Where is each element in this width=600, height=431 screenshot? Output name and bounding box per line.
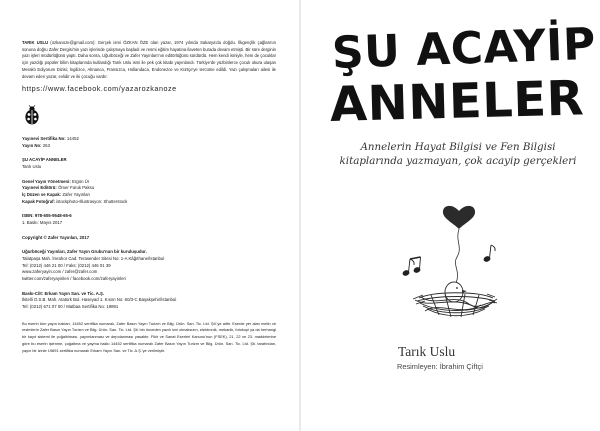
print-line: Baskı-Cilt: Erkam Yayın San. ve Tic. A.Ş.	[22, 290, 105, 296]
credit-line: Genel Yayın Yönetmeni: Ergün Ür	[22, 178, 90, 184]
publisher-line: www.zaferyayin.com / zafer@zafer.com	[22, 269, 98, 275]
illustrator-label: Resimleyen:	[397, 362, 438, 371]
illustrator-credit	[397, 362, 483, 371]
print-line: Tel: (0212) 671 07 00 / Matbaa Sertifika No: 19891	[22, 303, 119, 309]
book-title-line1: ŞU ACAYİP	[331, 18, 597, 79]
copyright-block	[22, 235, 276, 242]
publisher-line: Tel: (0212) 446 21 00 / Faks: (0212) 446 01 39	[22, 262, 111, 268]
music-note-icon	[402, 257, 420, 276]
legal-notice: Bu eserin tüm yayın hakları, 14452 sertifika numaralı, Zafer Basın Yayın Turizm ve Bilg. Ürün. San. Tic. Ltd. Şti.'ye aittir. Eserde yer alan metin ve resimlerin Zafer Basın Yayın Turizm ve Bilg. Ürün. San. Tic. Ltd. Şti.'nin önceden yazılı izni olmaksızın, elektronik, mekanik, fotokopi ya da herhangi bir kayıt sistemi ile çoğaltılması, yayımlanması ve depolanması yasaktır. Fikir ve Sanat Eserleri Kanunu'nun (FSEK), 21, 22 ve 23. maddelerine göre bu eserin işlenme, çoğaltma ve yayma hakkı 14452 sertifika numaralı Zafer Basın Yayın Turizm ve Bilg. Ürün. San. Tic. Ltd. Şti. tarafından, yayın bir izinle 19891 sertifika numaralı Erkam Yayın San. ve Tic. A.Ş.'ye verilmiştir.	[22, 320, 276, 353]
author-website-link[interactable]: https://www.facebook.com/yazarozkanoze	[22, 84, 177, 94]
print-block	[22, 291, 276, 311]
cover-author-name: Tarık Uslu	[398, 344, 456, 359]
author-bio	[22, 40, 276, 80]
certificate-block	[22, 136, 276, 149]
nest-icon	[413, 293, 497, 317]
ladybug-logo-icon	[24, 105, 40, 125]
copyright-text: Copyright © Zafer Yayınları, 2017	[22, 234, 90, 240]
book-subtitle: Annelerin Hayat Bilgisi ve Fen Bilgisi kitaplarında yazmayan, çok acayip gerçekleri	[339, 141, 577, 167]
illustrator-name: İbrahim Çiftçi	[439, 362, 483, 371]
book-title-line2: ANNELER	[329, 70, 585, 133]
publisher-line: Talatpaşa Mah. İmrahor Cad. Terasender Sitesi No: 1-A Kâğıthane/İstanbul	[22, 256, 165, 261]
music-note-icon	[483, 245, 495, 262]
isbn-text: ISBN: 978-605-9548-65-6	[22, 213, 72, 219]
book-info-block	[22, 157, 276, 170]
publisher-block	[22, 249, 276, 282]
credits-block	[22, 179, 276, 206]
imprint-page	[22, 40, 276, 355]
bio-text: (ozkanoze@gmail.com): Gerçek ismi ÖZKAN ÖZE olan yazar, 1974 yılında Sakarya'da doğdu. İlkgençlik çağlarının sonuna doğru Zafer Dergisi'nin yazı işlerinde çalışmaya başladı ve resmi eğitim hayatına ilaveten burada devam etmişti. Bir süre derginin yazı işleri müdürlüğünü yaptı. Daha sonra, Uğurböceği ve Zafer Yayınları'nın editörlüğünü sürdürdü. Hem kendi ismiyle, hem de çocuklar için yazdığı popüler bilim kitaplarında kullandığı Tarık Uslu ismi ile pek çok kitabı yayınlandı. Türkiye'de yüzbinlerce çocuk okura ulaşan Meraklı Ediyorum Dizisi; İngilizce, Almanca, Fransızca, Hollandaca, Endonezce ve Kürtçe'ye tercüme edildi. Yazı çalışmaları ailesi ile devam eden yazar, evlidir ve iki çocuğu vardır.	[22, 40, 276, 79]
credit-line: Yayınevi Editörü: Ömer Faruk Paksu	[22, 185, 95, 191]
publisher-line: twitter.com/zaferyayinleri / facebook.com/zaferyayinleri	[22, 275, 126, 281]
book-author-text: Tarık Uslu	[22, 164, 42, 170]
isbn-block	[22, 213, 276, 226]
credit-line: Kapak Fotoğraf: istockphoto-Illustrasyon: Shutterstock	[22, 198, 128, 204]
credit-line: İç Düzen ve Kapak: Zafer Yayınları	[22, 192, 91, 198]
edition-text: 1. Baskı: Mayıs 2017	[22, 220, 63, 226]
certificate-line: Yayınevi Sertifika No: 14452	[22, 136, 79, 142]
publication-number-line: Yayın No: 263	[22, 142, 50, 148]
book-title-text: ŞU ACAYİP ANNELER	[22, 157, 67, 163]
print-line: İkitelli O.S.B. Mah. Atatürk Bul. Haseyad 1. Kısım No: 60/3-C Başakşehir/İstanbul	[22, 297, 177, 303]
bio-author-label: TARIK USLU	[22, 40, 49, 45]
heart-icon	[443, 206, 475, 229]
page-gutter	[299, 0, 301, 431]
bird-in-nest-illustration	[395, 191, 515, 323]
publisher-line: Uğurböceği Yayınları, Zafer Yayın Grubu'nun bir kuruluşudur.	[22, 249, 147, 255]
